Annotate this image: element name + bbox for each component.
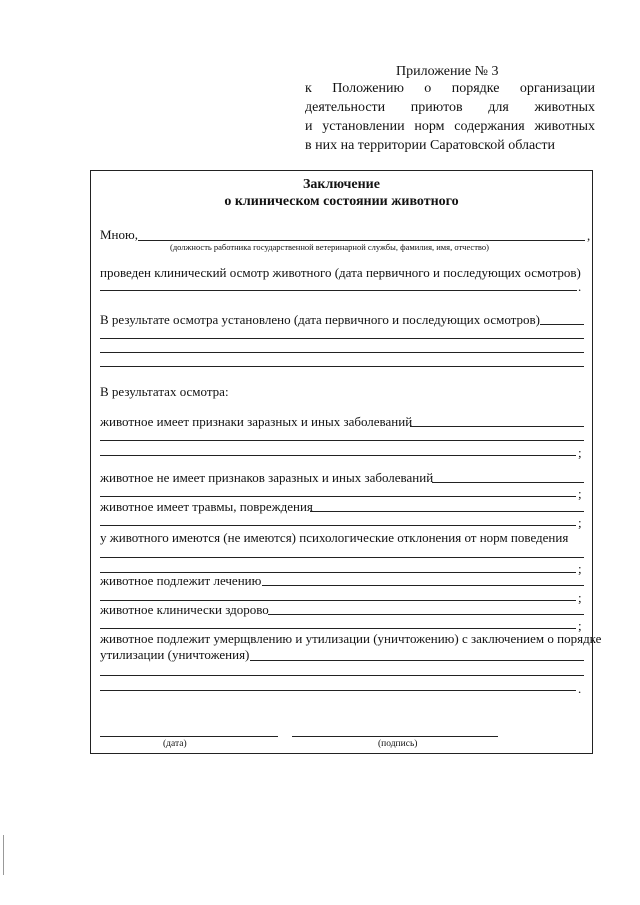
no-signs-line-1[interactable] (100, 496, 576, 497)
date-line[interactable] (100, 736, 278, 737)
signature-line[interactable] (292, 736, 498, 737)
exam-conducted-label: проведен клинический осмотр животного (дата первичного и последующих осмотров) (100, 265, 581, 280)
official-name-line[interactable] (138, 240, 585, 241)
established-line-3[interactable] (100, 366, 584, 367)
results-heading: В результатах осмотра: (100, 384, 229, 399)
no-signs-semicolon: ; (578, 486, 582, 501)
no-signs-label: животное не имеет признаков заразных и иных заболеваний (100, 470, 434, 485)
official-hint: (должность работника государственной ветеринарной службы, фамилия, имя, отчество) (170, 242, 489, 252)
appendix-number: Приложение № 3 (396, 64, 499, 79)
form-title: Заключение (303, 177, 380, 192)
has-signs-line-2[interactable] (100, 455, 576, 456)
header-line-3: и установлении норм содержания животных (305, 119, 595, 134)
euthanasia-tail-line[interactable] (250, 660, 584, 661)
signature-label: (подпись) (378, 739, 418, 749)
euthanasia-label-2: утилизации (уничтожения) (100, 647, 250, 662)
form-subtitle: о клиническом состоянии животного (224, 194, 459, 209)
healthy-line-1[interactable] (100, 628, 576, 629)
exam-period: . (578, 279, 582, 294)
established-line-1[interactable] (100, 338, 584, 339)
psych-label: у животного имеются (не имеются) психологические отклонения от норм поведения (100, 530, 569, 545)
healthy-semicolon: ; (578, 618, 582, 633)
treatment-line-1[interactable] (100, 600, 576, 601)
header-line-1: к Положению о порядке организации (305, 81, 595, 96)
injuries-semicolon: ; (578, 515, 582, 530)
has-signs-line-1[interactable] (100, 440, 584, 441)
established-line-2[interactable] (100, 352, 584, 353)
treatment-semicolon: ; (578, 590, 582, 605)
exam-dates-line[interactable] (100, 290, 577, 291)
mnoyu-comma: , (587, 228, 591, 243)
has-signs-semicolon: ; (578, 445, 582, 460)
healthy-label: животное клинически здорово (100, 602, 269, 617)
has-signs-label: животное имеет признаки заразных и иных заболеваний (100, 414, 413, 429)
header-line-2: деятельности приютов для животных (305, 100, 595, 115)
healthy-tail-line[interactable] (268, 614, 584, 615)
treatment-label: животное подлежит лечению (100, 573, 262, 588)
form-frame (90, 170, 593, 754)
euthanasia-label-1: животное подлежит умерщвлению и утилизации (уничтожению) с заключением о порядке (100, 631, 602, 646)
euthanasia-period: . (578, 681, 582, 696)
psych-semicolon: ; (578, 561, 582, 576)
header-line-4: в них на территории Саратовской области (305, 138, 556, 153)
injuries-line-1[interactable] (100, 525, 576, 526)
no-signs-tail-line[interactable] (432, 482, 584, 483)
date-label: (дата) (163, 739, 187, 749)
injuries-label: животное имеет травмы, повреждения (100, 499, 313, 514)
scan-margin-mark (3, 835, 5, 875)
euthanasia-line-2[interactable] (100, 690, 576, 691)
established-label: В результате осмотра установлено (дата первичного и последующих осмотров) (100, 312, 540, 327)
injuries-tail-line[interactable] (310, 511, 584, 512)
euthanasia-line-1[interactable] (100, 675, 584, 676)
has-signs-tail-line[interactable] (410, 426, 584, 427)
psych-line-1[interactable] (100, 557, 584, 558)
mnoyu-label: Мною, (100, 227, 138, 242)
treatment-tail-line[interactable] (262, 585, 584, 586)
established-tail-line[interactable] (540, 324, 584, 325)
